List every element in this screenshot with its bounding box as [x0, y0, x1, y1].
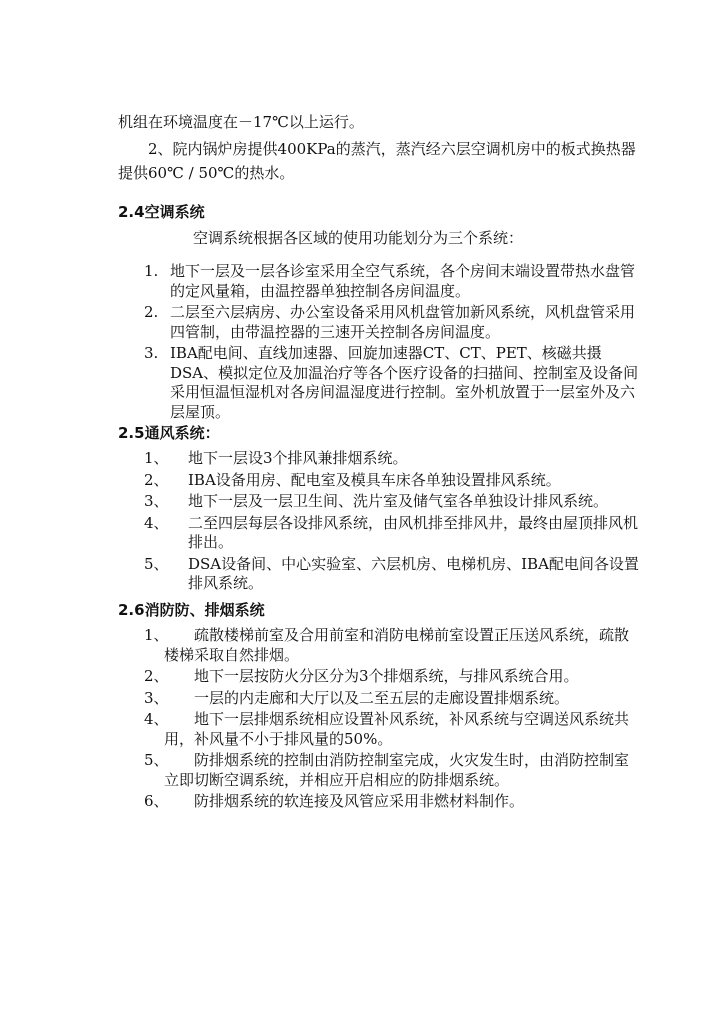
section-2-4-heading: 2.4空调系统	[118, 203, 205, 221]
list-item	[118, 344, 640, 422]
list-item	[118, 667, 640, 687]
list-item	[118, 792, 640, 812]
section-2-5-heading: 2.5通风系统：	[118, 424, 220, 442]
list-item-text: 地下一层排烟系统相应设置补风系统，补风系统与空调送风系统共用，补风量不小于排风量的50%。	[164, 710, 630, 748]
ventilation-list	[118, 449, 640, 596]
list-item-number: 6、	[144, 792, 169, 810]
list-item-text: DSA设备间、中心实验室、六层机房、电梯机房、IBA配电间各设置排风系统。	[188, 554, 639, 592]
list-item-number: 1、	[144, 626, 169, 644]
list-item-number: 1.	[144, 262, 159, 280]
list-item-text: 地下一层及一层各诊室采用全空气系统，各个房间末端设置带热水盘管的定风量箱，由温控器单独控制各房间温度。	[170, 262, 636, 300]
list-item	[118, 689, 640, 709]
list-item-text: 地下一层设3个排风兼排烟系统。	[188, 449, 408, 467]
section-2-6-heading: 2.6消防防、排烟系统	[118, 601, 265, 619]
list-item	[118, 262, 640, 301]
list-item	[118, 492, 640, 512]
list-item-number: 1、	[144, 449, 169, 467]
list-item-text: IBA配电间、直线加速器、回旋加速器CT、CT、PET、核磁共摄DSA、模拟定位及加温治疗等各个医疗设备的扫描间、控制室及设备间采用恒温恒湿机对各房间温湿度进行控制。室外机放置于一层室外及六层屋顶。	[170, 344, 639, 421]
list-item	[118, 710, 640, 749]
list-item-number: 2、	[144, 470, 169, 489]
list-item-text: 一层的内走廊和大厅以及二至五层的走廊设置排烟系统。	[194, 688, 570, 707]
list-item	[118, 471, 640, 491]
ac-systems-list	[118, 262, 640, 424]
list-item-text: 疏散楼梯前室及合用前室和消防电梯前室设置正压送风系统，疏散楼梯采取自然排烟。	[164, 626, 630, 664]
list-item-text: 二层至六层病房、办公室设备采用风机盘管加新风系统，风机盘管采用四管制，由带温控器的三速开关控制各房间温度。	[170, 303, 636, 341]
list-item-text: 二至四层每层各设排风系统，由风机排至排风井，最终由屋顶排风机排出。	[188, 513, 639, 551]
list-item-number: 4、	[144, 513, 169, 532]
list-item-text: 防排烟系统的软连接及风管应采用非燃材料制作。	[194, 792, 525, 810]
smoke-control-list	[118, 626, 640, 814]
list-item-text: 地下一层按防火分区分为3个排烟系统，与排风系统合用。	[194, 667, 579, 685]
list-item-number: 2、	[144, 667, 169, 685]
list-item-text: IBA设备用房、配电室及模具车床各单独设置排风系统。	[188, 470, 561, 489]
list-item	[118, 449, 640, 469]
list-item	[118, 514, 640, 553]
list-item	[118, 626, 640, 665]
list-item-number: 4、	[144, 710, 169, 728]
intro-line: 机组在环境温度在－17℃以上运行。	[118, 113, 364, 131]
steam-supply-paragraph: 2、院内锅炉房提供400KPa的蒸汽，蒸汽经六层空调机房中的板式换热器提供60℃ / 50℃的热水。	[118, 140, 636, 182]
list-item-number: 2.	[144, 303, 159, 321]
section-2-4-intro: 空调系统根据各区域的使用功能划分为三个系统：	[193, 229, 524, 247]
list-item-text: 地下一层及一层卫生间、洗片室及储气室各单独设计排风系统。	[188, 492, 609, 510]
list-item-number: 3、	[144, 492, 169, 510]
list-item	[118, 751, 640, 790]
list-item	[118, 303, 640, 342]
list-item-number: 5、	[144, 554, 169, 573]
list-item-text: 防排烟系统的控制由消防控制室完成，火灾发生时，由消防控制室立即切断空调系统，并相应开启相应的防排烟系统。	[164, 751, 630, 789]
list-item	[118, 555, 640, 594]
list-item-number: 3.	[144, 344, 159, 362]
list-item-number: 5、	[144, 751, 169, 769]
list-item-number: 3、	[144, 688, 169, 707]
